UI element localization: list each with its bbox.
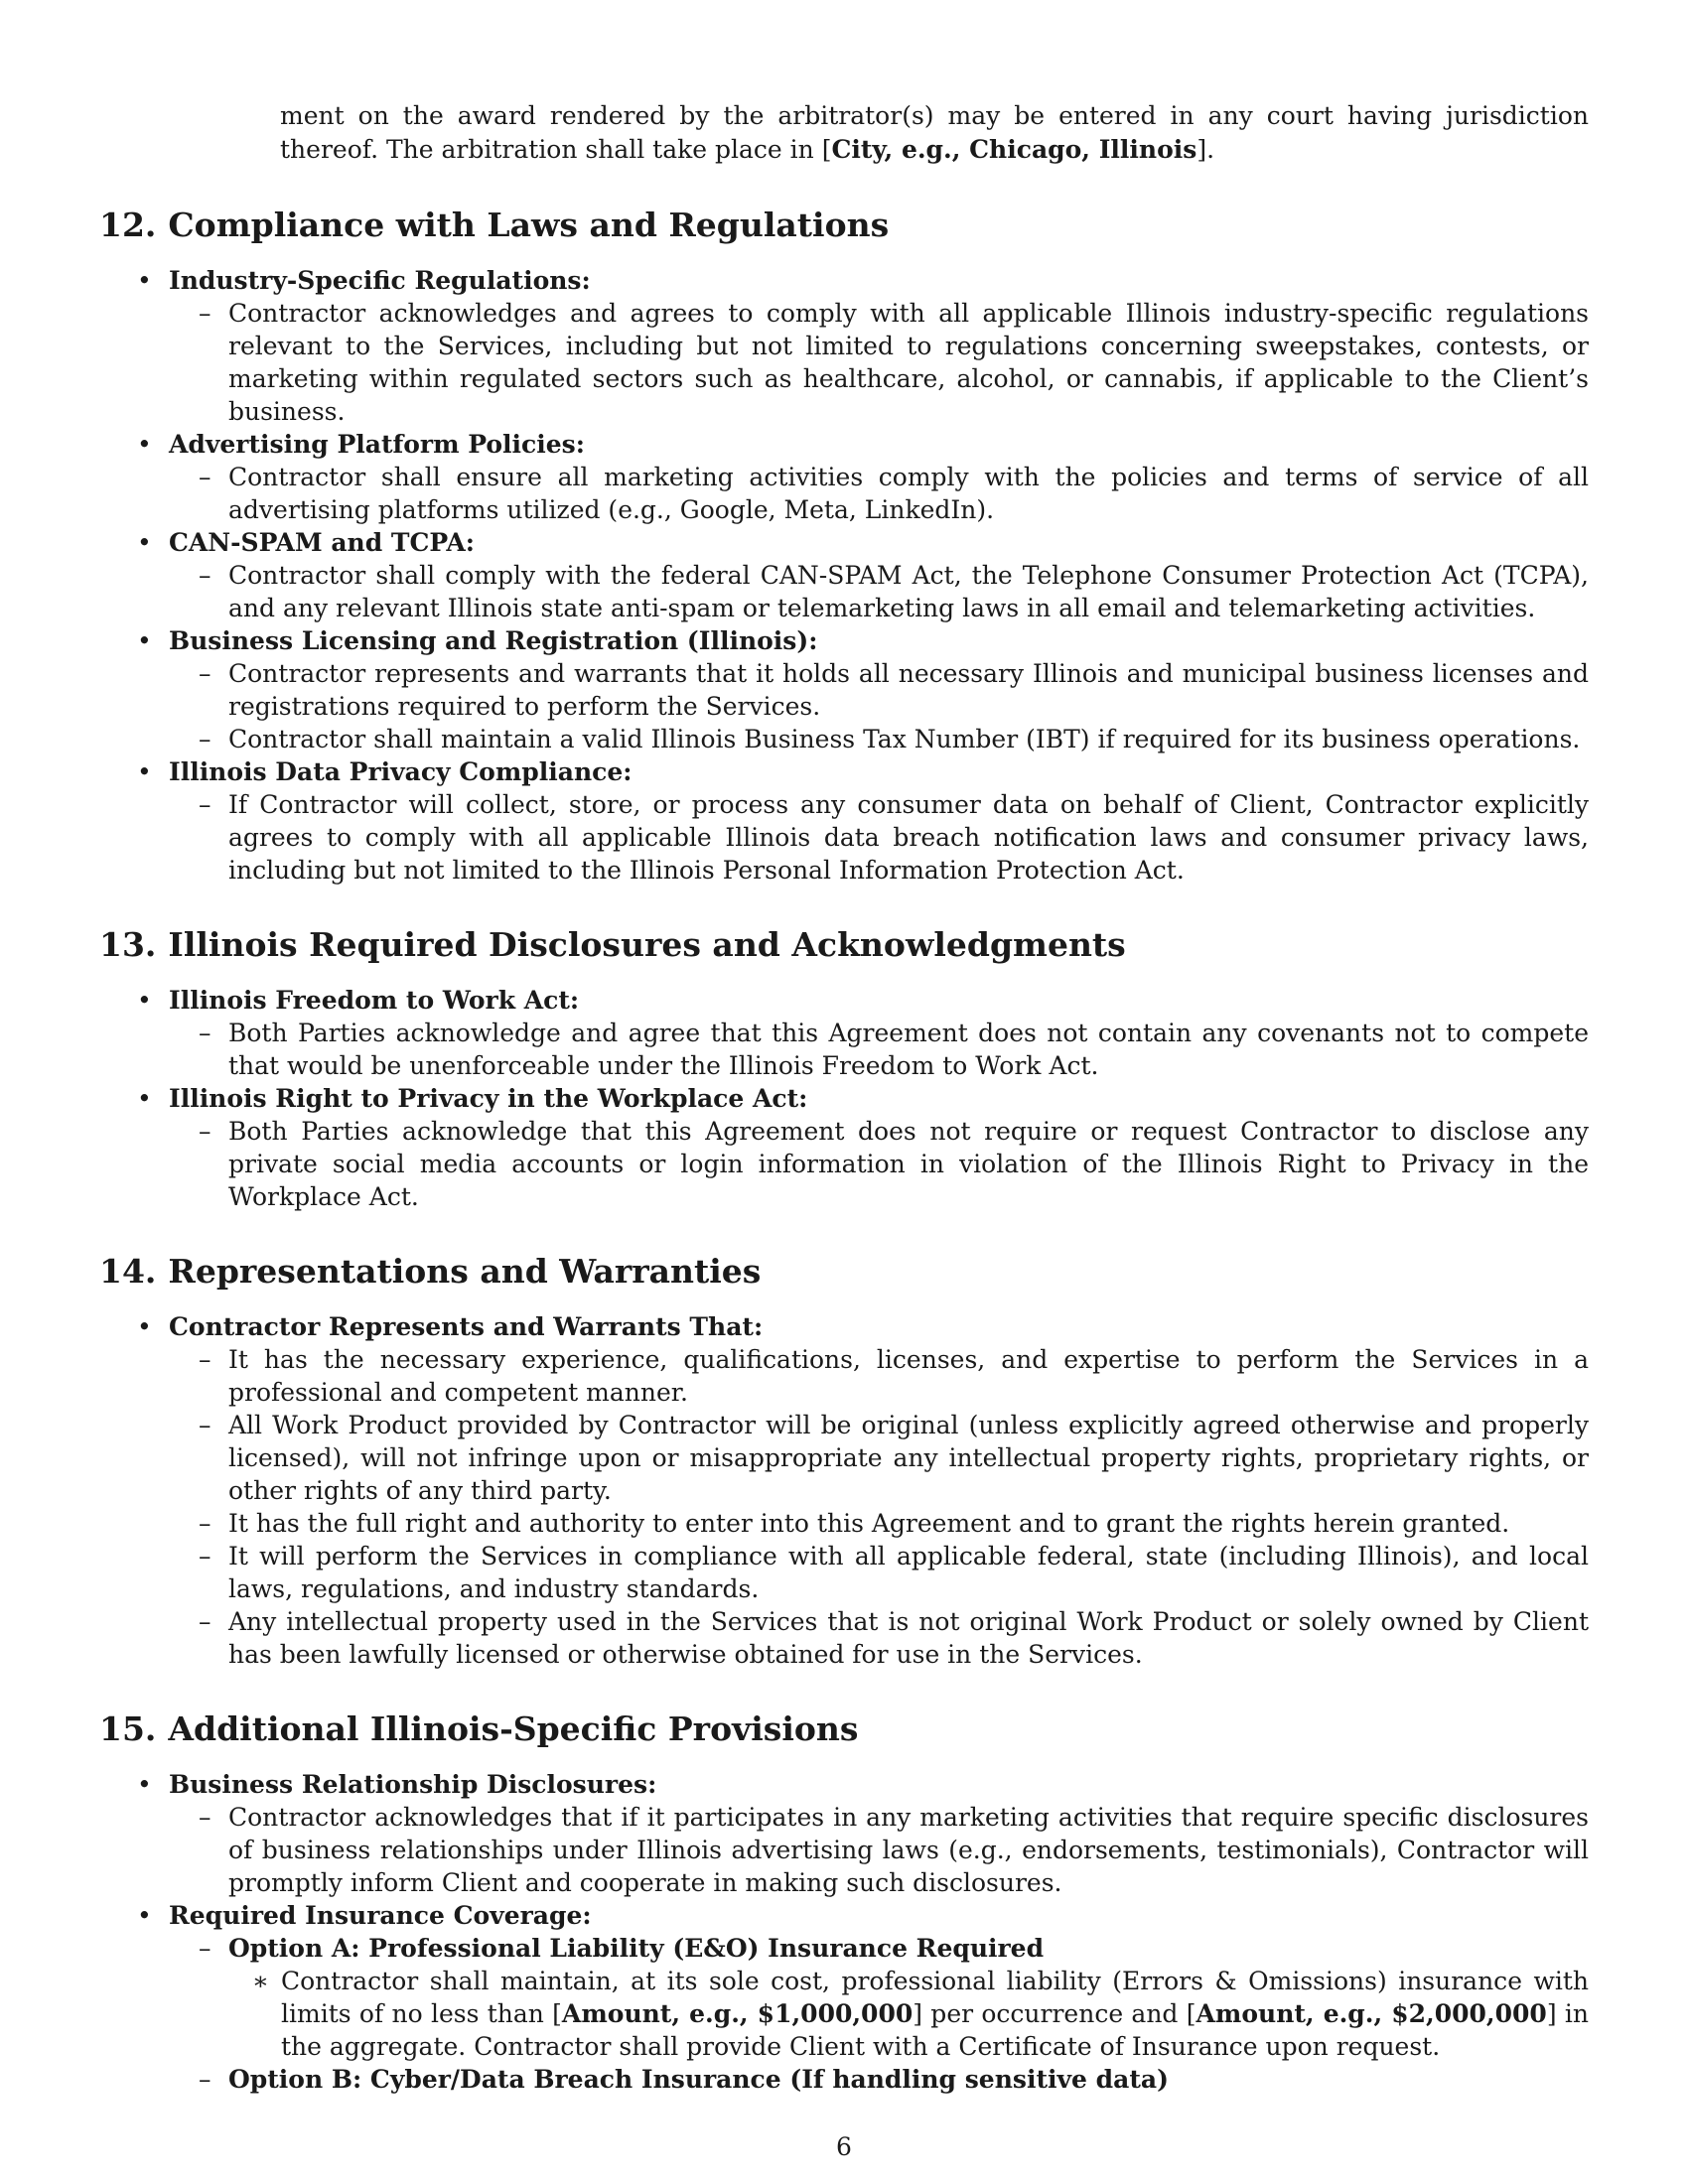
sub-item: – All Work Product provided by Contractor will be original (unless explicitly agreed otherwise and properly licensed), will not infringe upon or misappropriate any intellectual property rights, proprietary rights, or other rights of any third party.	[199, 1411, 1589, 1505]
dash-icon: –	[199, 1934, 211, 1963]
option-a-detail: ∗ Contractor shall maintain, at its sole cost, professional liability (Errors & Omissions) insurance with limits of no less than [Amount, e.g., $1,000,000] per occurrence and [Amount, e.g., $2,000,000] in the aggregate. Contractor shall provide Client with a Certificate of Insurance upon request.	[252, 1967, 1589, 2061]
bullet-icon: •	[137, 1770, 152, 1799]
dash-icon: –	[199, 1117, 211, 1146]
bullet-icon: •	[137, 757, 152, 786]
list-item: • Business Licensing and Registration (Illinois): – Contractor represents and warrants that it holds all necessary Illinois and municipal business licenses and registrations required to perform the Services. – Contractor shall maintain a valid Illinois Business Tax Number (IBT) if required for its business operations.	[137, 626, 1589, 753]
section-13	[99, 924, 1589, 1213]
dash-icon: –	[199, 1345, 211, 1374]
list-item: • Contractor Represents and Warrants That: – It has the necessary experience, qualifications, licenses, and expertise to perform the Services in a professional and competent manner. – All Work Product provided by Contractor will be original (unless explicitly agreed otherwise and properly licensed), will not infringe upon or misappropriate any intellectual property rights, proprietary rights, or other rights of any third party. – It has the full right and authority to enter into this Agreement and to grant the rights herein granted. – It will perform the Services in compliance with all applicable federal, state (including Illinois), and local laws, regulations, and industry standards. – Any intellectual property used in the Services that is not original Work Product or solely owned by Client has been lawfully licensed or otherwise obtained for use in the Services.	[137, 1312, 1589, 1669]
list-item-insurance: • Required Insurance Coverage: – Option A: Professional Liability (E&O) Insurance Required ∗ Contractor shall maintain, at its sole cost, professional liability (Errors & Omissions) insurance with limits of no less than [Amount, e.g., $1,000,000] per occurrence and [Amount, e.g., $2,000,000] in the aggregate. Contractor shall provide Client with a Certificate of Insurance upon request. – Option B: Cyber/Data Breach Insurance (If handling sensitive data)	[137, 1901, 1589, 2094]
continuation-text-end: ].	[1196, 135, 1215, 164]
section-12	[99, 205, 1589, 887]
dash-icon: –	[199, 463, 211, 491]
dash-icon: –	[199, 790, 211, 819]
continuation-text: ment on the award rendered by the arbitrator(s) may be entered in any court having jurisdiction thereof. The arbitration shall take place in [	[280, 101, 1589, 164]
dash-icon: –	[199, 1411, 211, 1439]
section-title: 14. Representations and Warranties	[99, 1252, 762, 1291]
sub-item: – Both Parties acknowledge and agree that this Agreement does not contain any covenants not to compete that would be unenforceable under the Illinois Freedom to Work Act.	[199, 1019, 1589, 1080]
arbitration-city-placeholder: City, e.g., Chicago, Illinois	[831, 135, 1197, 164]
continuation-paragraph	[280, 99, 1589, 167]
sub-item: – It has the necessary experience, qualifications, licenses, and expertise to perform the Services in a professional and competent manner.	[199, 1345, 1589, 1407]
dash-icon: –	[199, 1542, 211, 1570]
bullet-icon: •	[137, 266, 152, 295]
dash-icon: –	[199, 299, 211, 328]
section-14-list	[99, 1310, 1589, 1671]
bullet-icon: •	[137, 528, 152, 557]
section-12-list	[99, 264, 1589, 887]
section-14	[99, 1251, 1589, 1671]
section-15-list	[99, 1768, 1589, 2096]
bullet-icon: •	[137, 626, 152, 655]
sub-item: – Contractor acknowledges that if it participates in any marketing activities that require specific disclosures of business relationships under Illinois advertising laws (e.g., endorsements, testimonials), Contractor will promptly inform Client and cooperate in making such disclosures.	[199, 1803, 1589, 1897]
section-13-list	[99, 984, 1589, 1213]
dash-icon: –	[199, 1803, 211, 1832]
list-item: • Industry-Specific Regulations: – Contractor acknowledges and agrees to comply with all applicable Illinois industry-specific regulations relevant to the Services, including but not limited to regulations concerning sweepstakes, contests, or marketing within regulated sectors such as healthcare, alcohol, or cannabis, if applicable to the Client’s business.	[137, 266, 1589, 426]
list-item: • Advertising Platform Policies: – Contractor shall ensure all marketing activities comply with the policies and terms of service of all advertising platforms utilized (e.g., Google, Meta, LinkedIn).	[137, 430, 1589, 524]
sub-item: – It has the full right and authority to enter into this Agreement and to grant the rights herein granted.	[199, 1509, 1510, 1538]
bullet-icon: •	[137, 1312, 152, 1341]
sub-item: – Contractor shall comply with the federal CAN-SPAM Act, the Telephone Consumer Protection Act (TCPA), and any relevant Illinois state anti-spam or telemarketing laws in all email and telemarketing activities.	[199, 561, 1589, 622]
document-page	[99, 99, 1589, 2096]
dash-icon: –	[199, 659, 211, 688]
dash-icon: –	[199, 1019, 211, 1047]
list-item: • Illinois Right to Privacy in the Workplace Act: – Both Parties acknowledge that this Agreement does not require or request Contractor to disclose any private social media accounts or login information in violation of the Illinois Right to Privacy in the Workplace Act.	[137, 1084, 1589, 1211]
list-item: • Illinois Data Privacy Compliance: – If Contractor will collect, store, or process any consumer data on behalf of Client, Contractor explicitly agrees to comply with all applicable Illinois data breach notification laws and consumer privacy laws, including but not limited to the Illinois Personal Information Protection Act.	[137, 757, 1589, 885]
list-item: • Illinois Freedom to Work Act: – Both Parties acknowledge and agree that this Agreement does not contain any covenants not to compete that would be unenforceable under the Illinois Freedom to Work Act.	[137, 986, 1589, 1080]
asterisk-icon: ∗	[252, 1967, 269, 1995]
sub-item: – Contractor shall maintain a valid Illinois Business Tax Number (IBT) if required for its business operations.	[199, 725, 1581, 753]
section-title: 12. Compliance with Laws and Regulations	[99, 205, 890, 244]
list-item: • Business Relationship Disclosures: – Contractor acknowledges that if it participates in any marketing activities that require specific disclosures of business relationships under Illinois advertising laws (e.g., endorsements, testimonials), Contractor will promptly inform Client and cooperate in making such disclosures.	[137, 1770, 1589, 1897]
dash-icon: –	[199, 561, 211, 590]
section-15	[99, 1708, 1589, 2096]
page-number: 6	[836, 2132, 852, 2161]
insurance-option-b: – Option B: Cyber/Data Breach Insurance (If handling sensitive data)	[199, 2065, 1169, 2094]
dash-icon: –	[199, 2065, 211, 2094]
aggregate-amount-placeholder: Amount, e.g., $2,000,000	[1196, 1999, 1547, 2028]
sub-item: – It will perform the Services in compliance with all applicable federal, state (including Illinois), and local laws, regulations, and industry standards.	[199, 1542, 1589, 1603]
dash-icon: –	[199, 725, 211, 753]
dash-icon: –	[199, 1607, 211, 1636]
bullet-icon: •	[137, 1901, 152, 1930]
per-occurrence-amount-placeholder: Amount, e.g., $1,000,000	[561, 1999, 914, 2028]
insurance-option-a: – Option A: Professional Liability (E&O) Insurance Required ∗ Contractor shall maintain, at its sole cost, professional liability (Errors & Omissions) insurance with limits of no less than [Amount, e.g., $1,000,000] per occurrence and [Amount, e.g., $2,000,000] in the aggregate. Contractor shall provide Client with a Certificate of Insurance upon request.	[199, 1934, 1589, 2061]
sub-item: – Contractor acknowledges and agrees to comply with all applicable Illinois industry-specific regulations relevant to the Services, including but not limited to regulations concerning sweepstakes, contests, or marketing within regulated sectors such as healthcare, alcohol, or cannabis, if applicable to the Client’s business.	[199, 299, 1589, 426]
sub-item: – If Contractor will collect, store, or process any consumer data on behalf of Client, Contractor explicitly agrees to comply with all applicable Illinois data breach notification laws and consumer privacy laws, including but not limited to the Illinois Personal Information Protection Act.	[199, 790, 1589, 885]
sub-item: – Contractor shall ensure all marketing activities comply with the policies and terms of service of all advertising platforms utilized (e.g., Google, Meta, LinkedIn).	[199, 463, 1589, 524]
sub-item: – Any intellectual property used in the Services that is not original Work Product or solely owned by Client has been lawfully licensed or otherwise obtained for use in the Services.	[199, 1607, 1589, 1669]
bullet-icon: •	[137, 430, 152, 459]
section-title: 13. Illinois Required Disclosures and Acknowledgments	[99, 925, 1126, 964]
section-title: 15. Additional Illinois-Specific Provisions	[99, 1709, 859, 1748]
sub-item: – Both Parties acknowledge that this Agreement does not require or request Contractor to disclose any private social media accounts or login information in violation of the Illinois Right to Privacy in the Workplace Act.	[199, 1117, 1589, 1211]
dash-icon: –	[199, 1509, 211, 1538]
sub-item: – Contractor represents and warrants that it holds all necessary Illinois and municipal business licenses and registrations required to perform the Services.	[199, 659, 1589, 721]
list-item: • CAN-SPAM and TCPA: – Contractor shall comply with the federal CAN-SPAM Act, the Telephone Consumer Protection Act (TCPA), and any relevant Illinois state anti-spam or telemarketing laws in all email and telemarketing activities.	[137, 528, 1589, 622]
bullet-icon: •	[137, 986, 152, 1015]
bullet-icon: •	[137, 1084, 152, 1113]
